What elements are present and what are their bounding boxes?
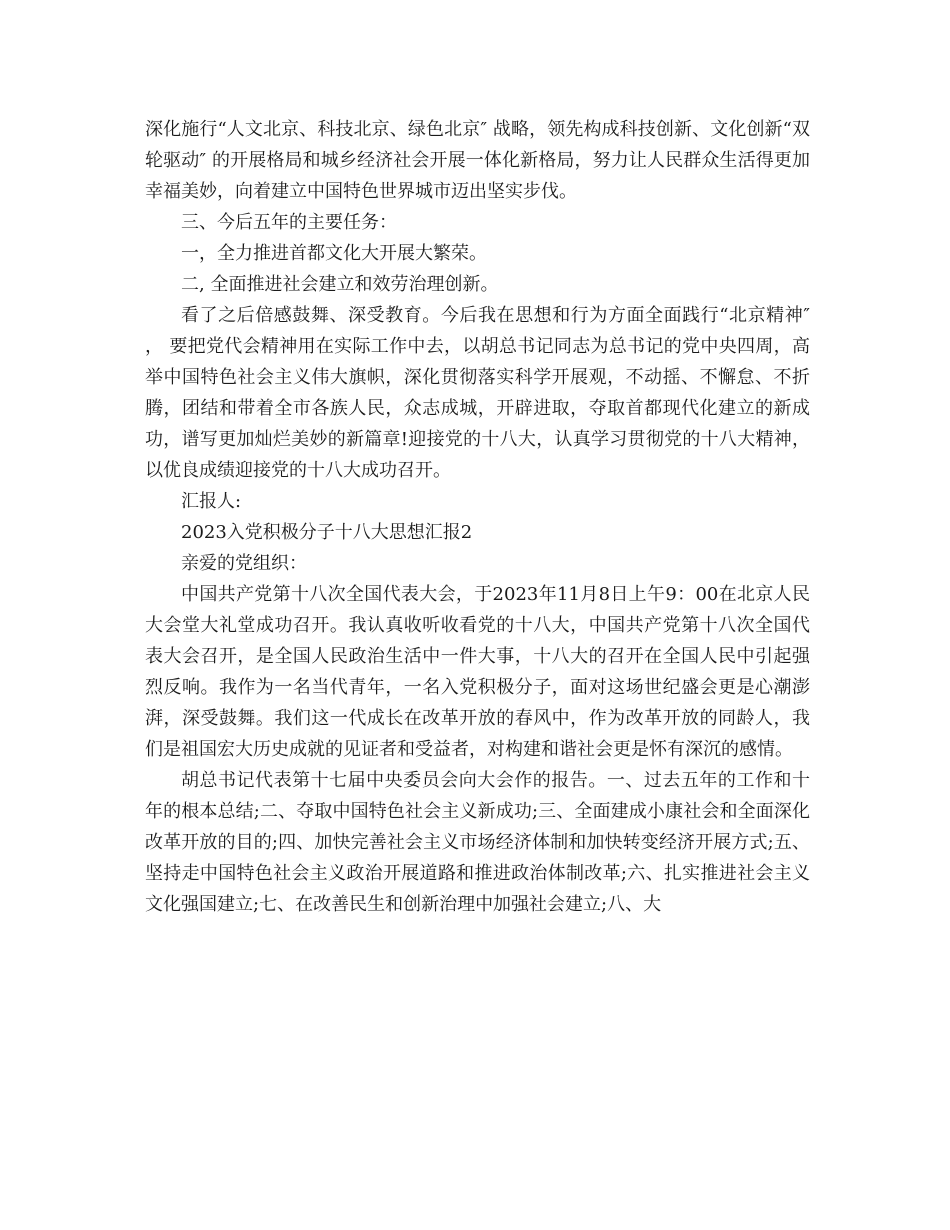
paragraph-report-summary: 胡总书记代表第十七届中央委员会向大会作的报告。一、过去五年的工作和十年的根本总结;二、夺取中国特色社会主义新成功;三、全面建成小康社会和全面深化改革开放的目的;四、加快完善社会主义市场经济体制和加快转变经济开展方式;五、坚持走中国特色社会主义政治开展道路和推进政治体制改革;六、扎实推进社会主义文化强国建立;七、在改善民生和创新治理中加强社会建立;八、大 bbox=[145, 770, 810, 915]
paragraph-task-one: 一，全力推进首都文化大开展大繁荣。 bbox=[181, 243, 487, 264]
paragraph-strategy-continuation: 深化施行“人文北京、科技北京、绿色北京″ 战略，领先构成科技创新、文化创新“双轮驱动″ 的开展格局和城乡经济社会开展一体化新格局，努力让人民群众生活得更加幸福美妙，向着建立中国特色世界城市迈出坚实步伐。 bbox=[145, 119, 810, 202]
paragraph-salutation: 亲爱的党组织： bbox=[181, 553, 307, 574]
paragraph-report-title: 2023入党积极分子十八大思想汇报2 bbox=[181, 522, 473, 543]
paragraph-reporter-label: 汇报人: bbox=[181, 491, 242, 512]
paragraph-main-tasks-heading: 三、今后五年的主要任务： bbox=[181, 212, 397, 233]
paragraph-task-two: 二, 全面推进社会建立和效劳治理创新。 bbox=[181, 274, 499, 295]
document-body bbox=[145, 114, 810, 920]
paragraph-congress-opening: 中国共产党第十八次全国代表大会，于2023年11月8日上午9：00在北京人民大会堂大礼堂成功召开。我认真收听收看党的十八大，中国共产党第十八次全国代表大会召开，是全国人民政治生活中一件大事，十八大的召开在全国人民中引起强烈反响。我作为一名当代青年，一名入党积极分子，面对这场世纪盛会更是心潮澎湃，深受鼓舞。我们这一代成长在改革开放的春风中，作为改革开放的同龄人，我们是祖国宏大历史成就的见证者和受益者，对构建和谐社会更是怀有深沉的感情。 bbox=[145, 584, 810, 760]
paragraph-reflection: 看了之后倍感鼓舞、深受教育。今后我在思想和行为方面全面践行“北京精神″ ， 要把党代会精神用在实际工作中去，以胡总书记同志为总书记的党中央四周，高举中国特色社会主义伟大旗帜，深化贯彻落实科学开展观，不动摇、不懈怠、不折腾，团结和带着全市各族人民，众志成城，开辟进取，夺取首都现代化建立的新成功，谱写更加灿烂美妙的新篇章!迎接党的十八大，认真学习贯彻党的十八大精神，以优良成绩迎接党的十八大成功召开。 bbox=[145, 305, 810, 481]
